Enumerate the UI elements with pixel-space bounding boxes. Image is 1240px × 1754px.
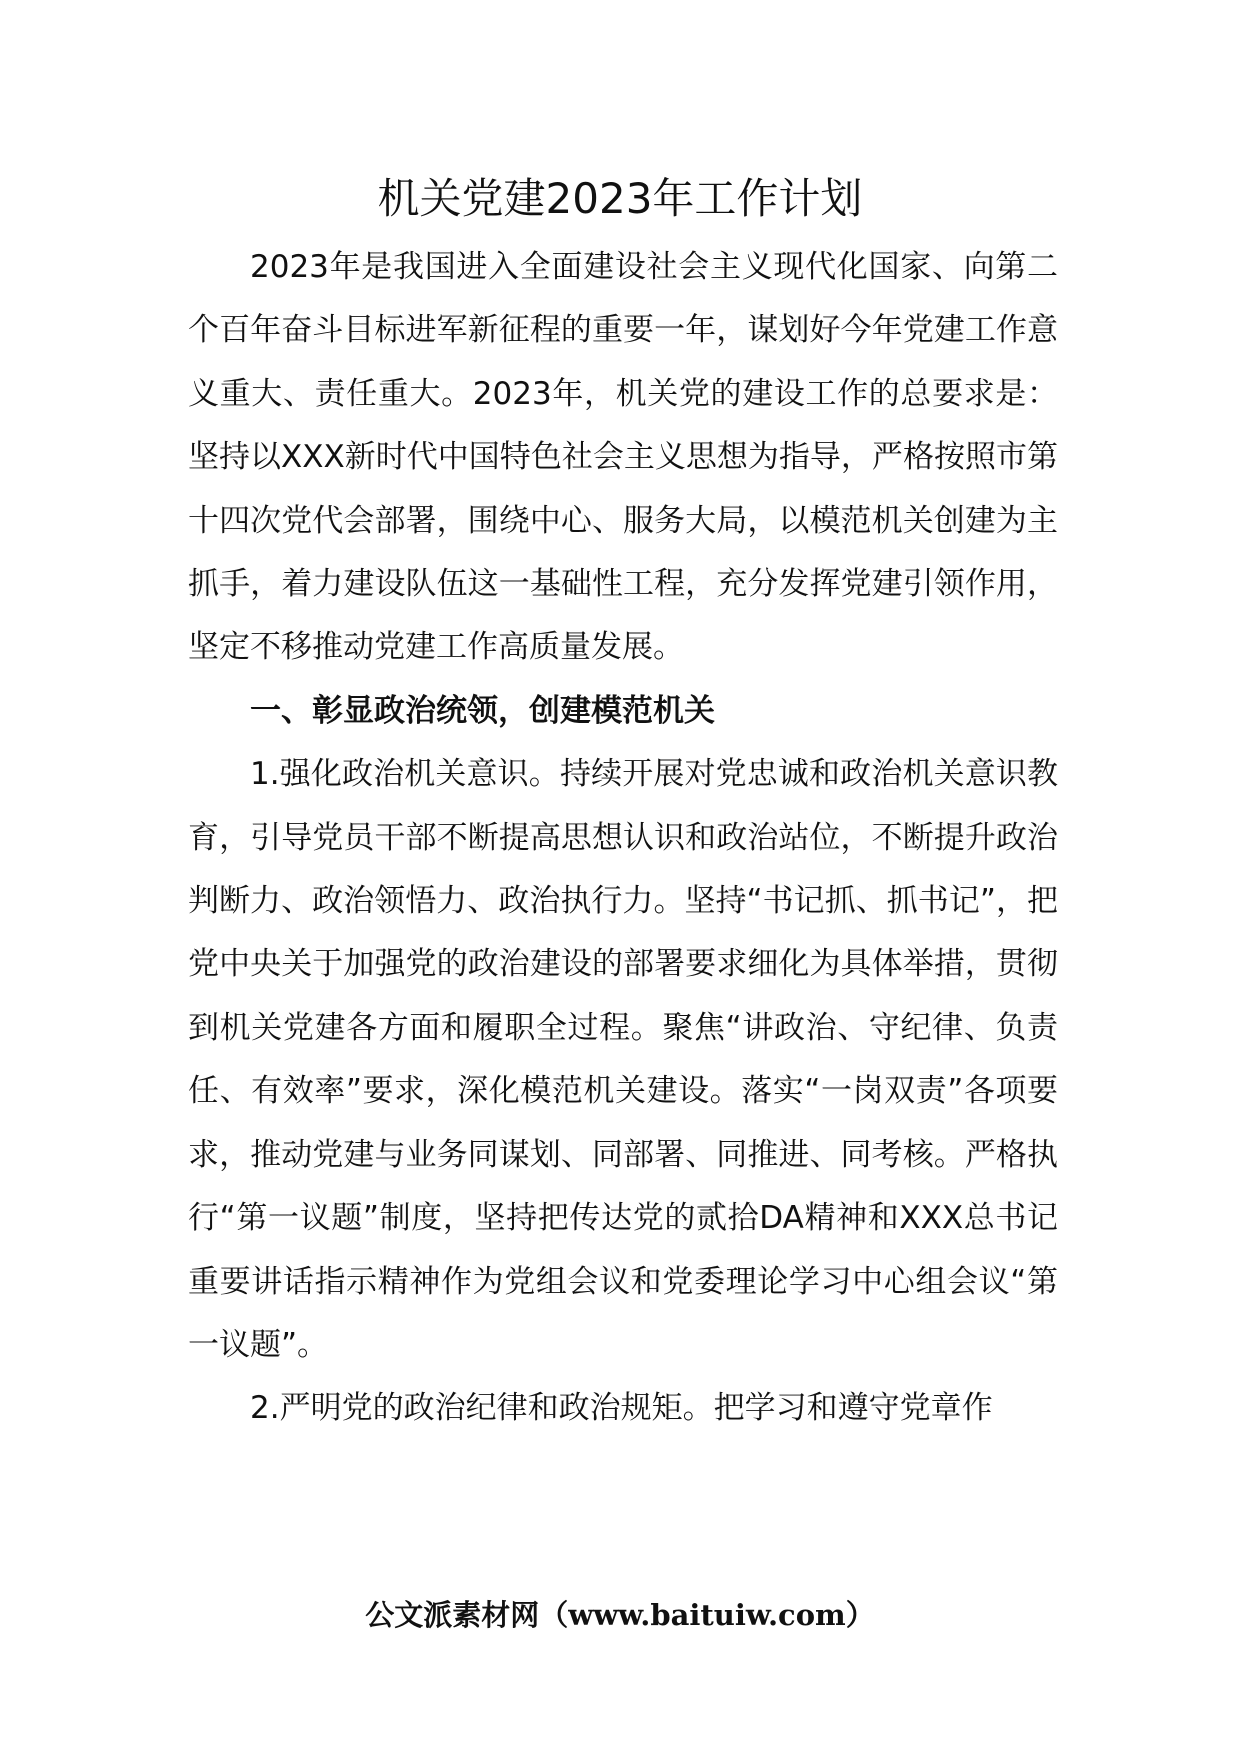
section-1-item-2-paragraph: 2.严明党的政治纪律和政治规矩。把学习和遵守党章作: [250, 1390, 993, 1427]
document-body: [188, 236, 1058, 1441]
intro-paragraph: 2023年是我国进入全面建设社会主义现代化国家、向第二个百年奋斗目标进军新征程的重要一年，谋划好今年党建工作意义重大、责任重大。2023年，机关党的建设工作的总要求是：坚持以XXX新时代中国特色社会主义思想为指导，严格按照市第十四次党代会部署，围绕中心、服务大局，以模范机关创建为主抓手，着力建设队伍这一基础性工程，充分发挥党建引领作用，坚定不移推动党建工作高质量发展。: [188, 249, 1058, 666]
section-heading-1: 一、彰显政治统领，创建模范机关: [250, 692, 715, 729]
source-watermark-footer: 公文派素材网（www.baituiw.com）: [365, 1598, 875, 1632]
document-title: 机关党建2023年工作计划: [377, 174, 863, 223]
section-1-item-1-paragraph: 1.强化政治机关意识。持续开展对党忠诚和政治机关意识教育，引导党员干部不断提高思想认识和政治站位，不断提升政治判断力、政治领悟力、政治执行力。坚持“书记抓、抓书记”，把党中央关于加强党的政治建设的部署要求细化为具体举措，贯彻到机关党建各方面和履职全过程。聚焦“讲政治、守纪律、负责任、有效率”要求，深化模范机关建设。落实“一岗双责”各项要求，推动党建与业务同谋划、同部署、同推进、同考核。严格执行“第一议题”制度，坚持把传达党的贰拾DA精神和XXX总书记重要讲话指示精神作为党组会议和党委理论学习中心组会议“第一议题”。: [188, 756, 1058, 1363]
